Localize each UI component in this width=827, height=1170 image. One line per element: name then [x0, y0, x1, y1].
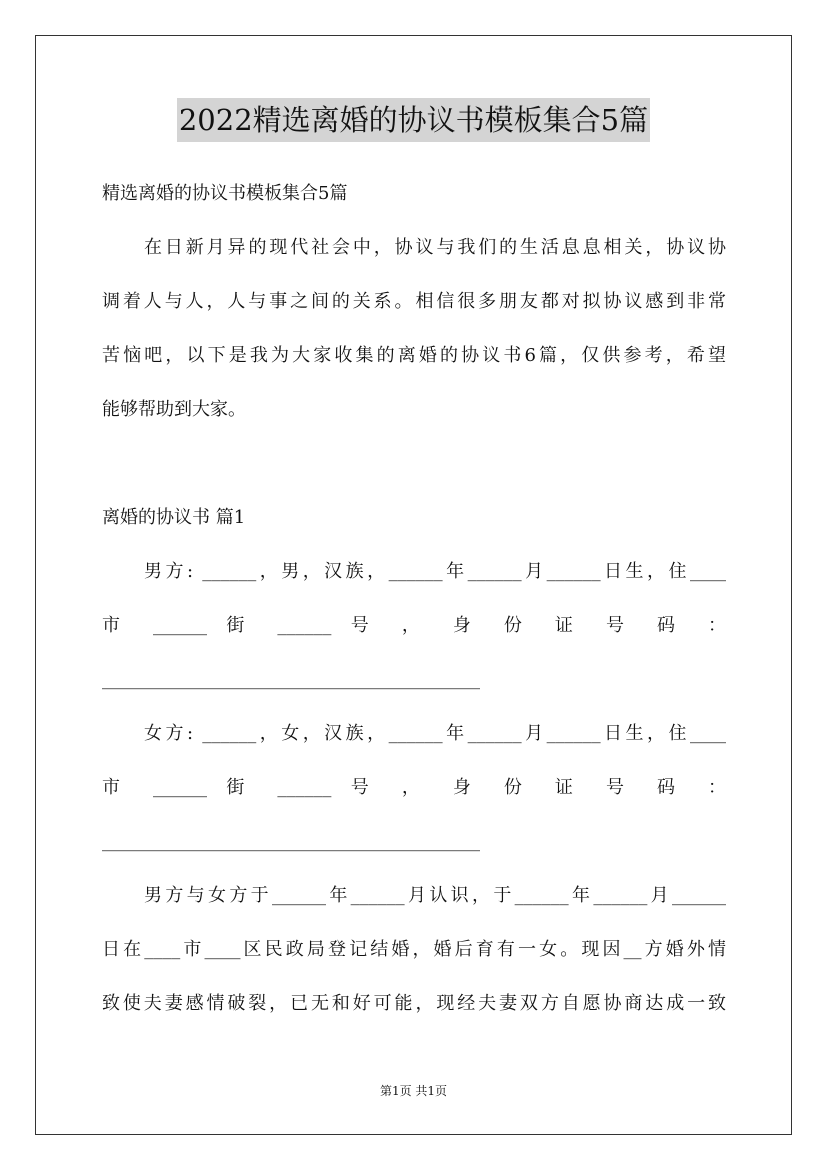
section-heading: 离婚的协议书 篇1 — [102, 507, 246, 528]
male-party-line: 男方: ______，男，汉族，______年______月______日生，住____ — [144, 561, 726, 582]
marriage-paragraph-line: 日在____市____区民政局登记结婚，婚后育有一女。现因__方婚外情 — [102, 939, 726, 960]
page-number-footer: 第1页 共1页 — [379, 1084, 448, 1098]
female-id-blank: __________________________________________ — [102, 831, 480, 852]
male-party-line: 市 ______ 街 ______ 号 ， 身 份 证 号 码 ： — [102, 615, 726, 636]
marriage-paragraph-line: 致使夫妻感情破裂，已无和好可能，现经夫妻双方自愿协商达成一致 — [102, 993, 726, 1014]
intro-paragraph-line: 苦恼吧，以下是我为大家收集的离婚的协议书6篇，仅供参考，希望 — [102, 345, 726, 366]
male-id-blank: __________________________________________ — [102, 669, 480, 690]
intro-paragraph-line: 在日新月异的现代社会中，协议与我们的生活息息相关，协议协 — [144, 237, 726, 258]
document-subtitle: 精选离婚的协议书模板集合5篇 — [102, 183, 348, 204]
female-party-line: 市 ______ 街 ______ 号 ， 身 份 证 号 码 ： — [102, 777, 726, 798]
marriage-paragraph-line: 男方与女方于______年______月认识，于______年______月______ — [144, 885, 726, 906]
intro-paragraph-line: 调着人与人，人与事之间的关系。相信很多朋友都对拟协议感到非常 — [102, 291, 726, 312]
document-title: 2022精选离婚的协议书模板集合5篇 — [177, 98, 650, 142]
female-party-line: 女方: ______，女，汉族，______年______月______日生，住____ — [144, 723, 726, 744]
title-container — [0, 98, 827, 142]
intro-paragraph-line: 能够帮助到大家。 — [102, 399, 246, 420]
